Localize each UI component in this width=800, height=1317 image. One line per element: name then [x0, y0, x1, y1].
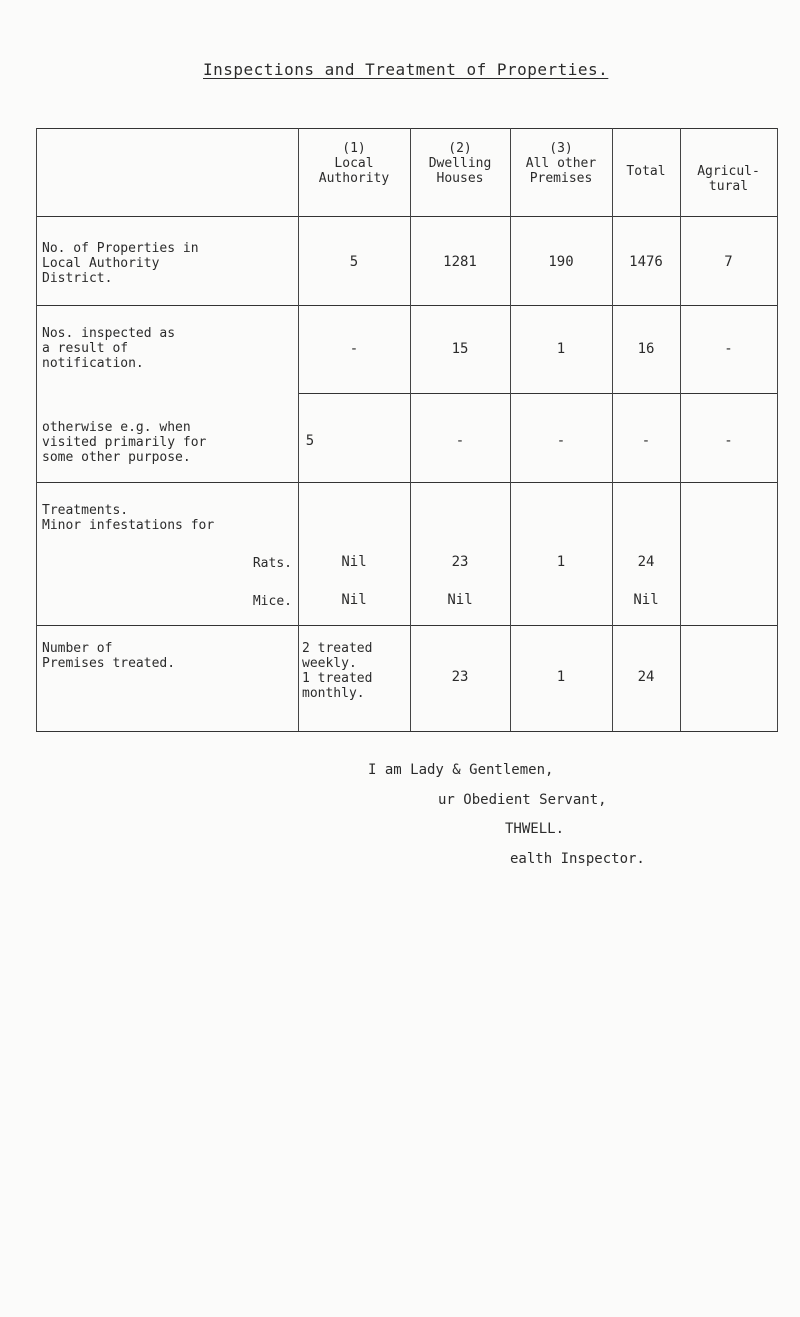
header-label: Total: [626, 164, 666, 179]
cell-rats-local: Nil: [341, 554, 367, 570]
cell-rats-total: 24: [637, 554, 655, 570]
closing-line: I am Lady & Gentlemen,: [368, 762, 554, 778]
cell-mice-dwelling: Nil: [447, 592, 473, 608]
header-other-premises: [510, 142, 612, 186]
row-label-premises: Number of Premises treated.: [42, 641, 176, 671]
cell-notification-agricultural: -: [724, 341, 733, 357]
cell-rats-dwelling: 23: [451, 554, 469, 570]
cell-notification-local: -: [349, 341, 359, 357]
cell-properties-total: 1476: [629, 254, 663, 270]
row-label-properties: No. of Properties in Local Authority District.: [42, 241, 199, 286]
cell-notification-dwelling: 15: [451, 341, 469, 357]
header-dwelling-houses: [410, 142, 510, 186]
header-label: Agricul- tural: [697, 164, 760, 194]
row-label-treatments: Treatments. Minor infestations for: [42, 503, 215, 533]
cell-properties-other: 190: [548, 254, 574, 270]
header-number: (2): [448, 141, 472, 156]
header-label: Local Authority: [318, 156, 390, 186]
row-label-mice: Mice.: [252, 594, 292, 609]
cell-premises-total: 24: [637, 669, 655, 685]
cell-properties-local: 5: [349, 254, 359, 270]
header-label: All other Premises: [525, 156, 597, 186]
cell-otherwise-dwelling: -: [455, 433, 465, 449]
header-agricultural: [680, 164, 777, 194]
header-number: (3): [549, 141, 573, 156]
cell-mice-local: Nil: [341, 592, 367, 608]
cell-properties-dwelling: 1281: [443, 254, 477, 270]
servant-line: ur Obedient Servant,: [438, 792, 607, 808]
row-label-otherwise: otherwise e.g. when visited primarily for some other purpose.: [42, 420, 207, 465]
row-label-rats: Rats.: [252, 556, 292, 571]
page-title: Inspections and Treatment of Properties.: [203, 60, 609, 79]
header-label: Dwelling Houses: [428, 156, 492, 186]
cell-otherwise-local: 5: [305, 433, 315, 449]
cell-notification-total: 16: [637, 341, 655, 357]
cell-premises-dwelling: 23: [451, 669, 469, 685]
cell-otherwise-other: -: [556, 433, 566, 449]
signatory-title: ealth Inspector.: [510, 851, 645, 867]
cell-notification-other: 1: [556, 341, 566, 357]
cell-properties-agricultural: 7: [724, 254, 733, 270]
header-total: [612, 164, 680, 179]
header-number: (1): [342, 141, 366, 156]
cell-otherwise-agricultural: -: [724, 433, 733, 449]
cell-premises-other: 1: [556, 669, 566, 685]
cell-otherwise-total: -: [641, 433, 651, 449]
signatory-name: THWELL.: [505, 821, 565, 837]
cell-premises-local: 2 treated weekly. 1 treated monthly.: [302, 641, 373, 701]
header-local-authority: [298, 142, 410, 186]
cell-mice-total: Nil: [633, 592, 659, 608]
row-label-notification: Nos. inspected as a result of notification.: [42, 326, 176, 371]
cell-rats-other: 1: [556, 554, 566, 570]
